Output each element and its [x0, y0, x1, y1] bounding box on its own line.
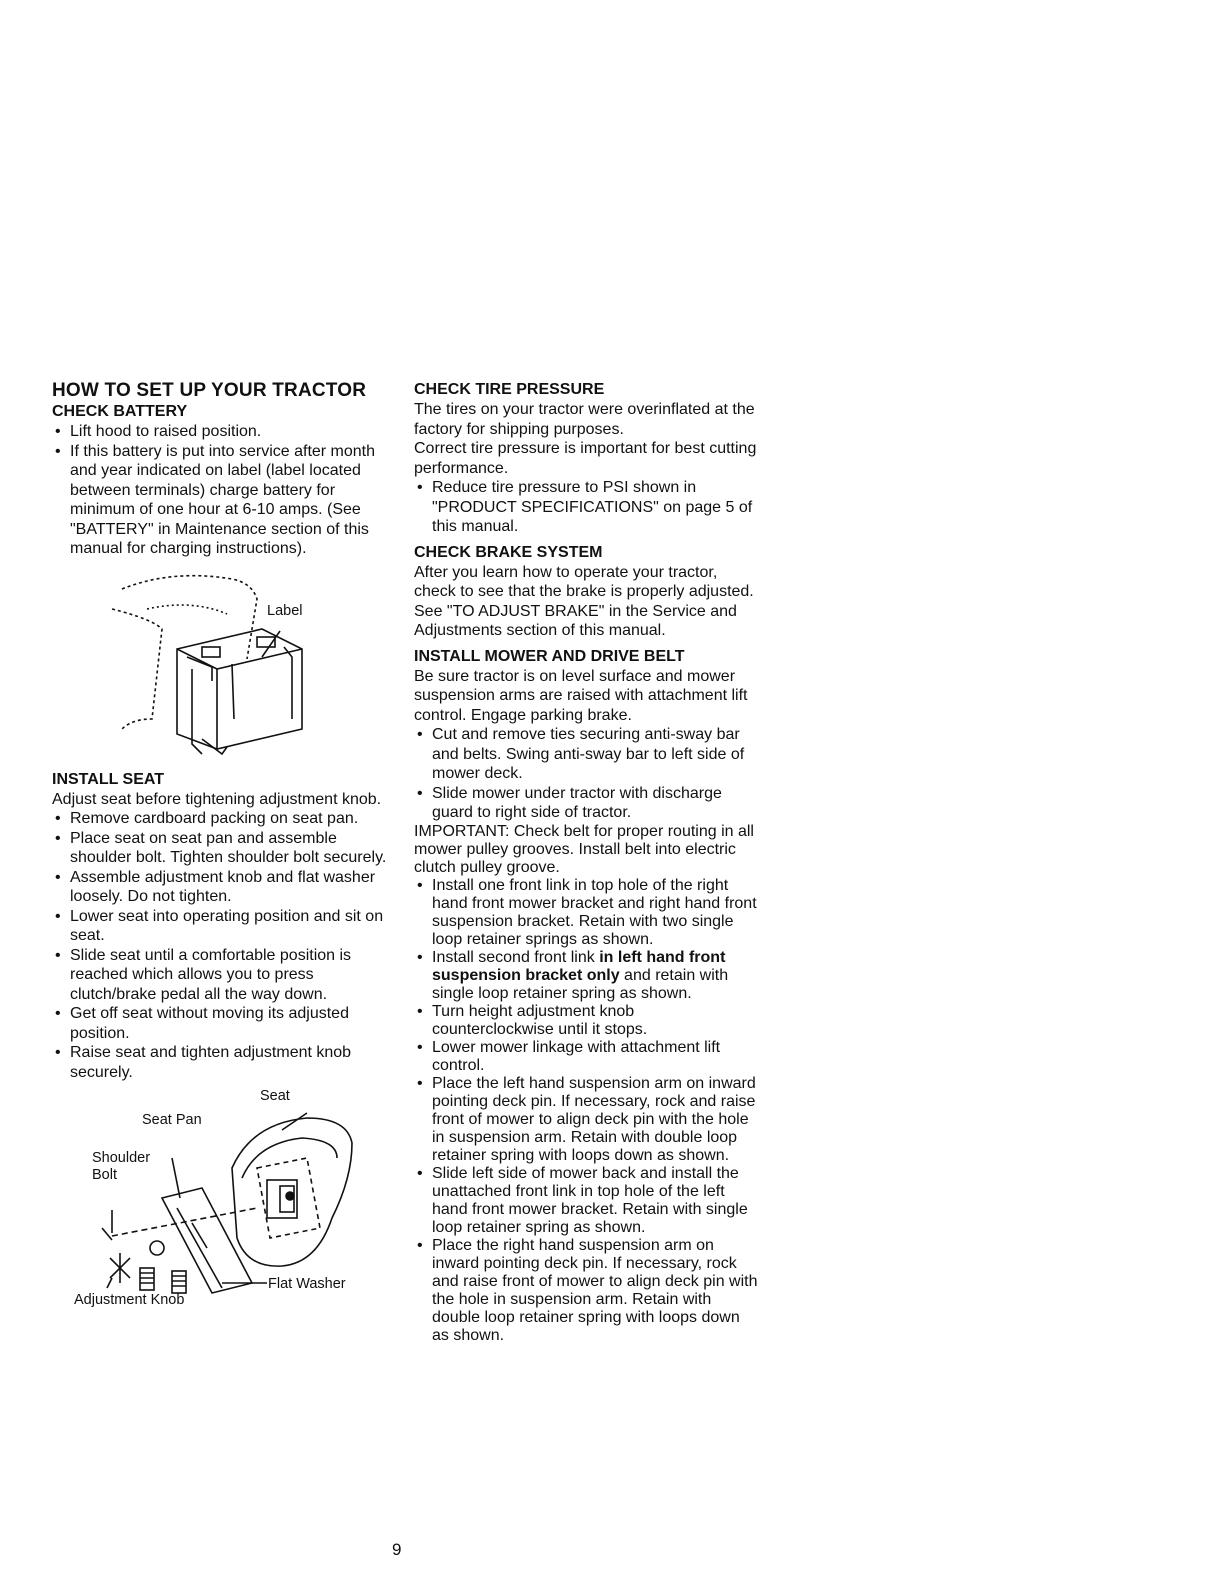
check-brake-heading: CHECK BRAKE SYSTEM	[414, 543, 603, 561]
check-battery-heading: CHECK BATTERY	[52, 403, 188, 420]
install-mower-heading: INSTALL MOWER AND DRIVE BELT	[414, 647, 685, 665]
battery-illustration	[52, 569, 352, 764]
flat-washer-label: Flat Washer	[268, 1276, 346, 1292]
list-item: • Lower seat into operating position and sit on seat.	[52, 907, 392, 946]
check-tire-list	[414, 478, 759, 537]
battery-drawing	[52, 569, 352, 764]
list-item: • Place the right hand suspension arm on inward pointing deck pin. If necessary, rock and raise front of mower to align deck pin with the hole in suspension arm. Retain with double loop retainer spring with loops down as shown.	[414, 1237, 759, 1345]
list-item: • Install one front link in top hole of the right hand front mower bracket and right hand front suspension bracket. Retain with two single loop retainer springs as shown.	[414, 877, 759, 949]
list-item: • Raise seat and tighten adjustment knob securely.	[52, 1043, 392, 1082]
list-item: • Assemble adjustment knob and flat washer loosely. Do not tighten.	[52, 868, 392, 907]
install-mower-intro: Be sure tractor is on level surface and mower suspension arms are raised with attachment lift control. Engage parking brake.	[414, 667, 748, 724]
check-brake-para: After you learn how to operate your tractor, check to see that the brake is properly adjusted. See "TO ADJUST BRAKE" in the Service and Adjustments section of this manual.	[414, 563, 754, 639]
check-tire-para1: The tires on your tractor were overinflated at the factory for shipping purposes.	[414, 401, 755, 438]
check-tire-heading: CHECK TIRE PRESSURE	[414, 381, 605, 398]
list-item: • Remove cardboard packing on seat pan.	[52, 809, 392, 829]
list-item: • Lower mower linkage with attachment lift control.	[414, 1039, 759, 1075]
list-item: • Reduce tire pressure to PSI shown in "PRODUCT SPECIFICATIONS" on page 5 of this manual.	[414, 478, 759, 537]
bullet-text: and retain with single loop retainer spring as shown.	[432, 966, 729, 1002]
battery-label-text: Label	[267, 602, 303, 619]
list-item: • If this battery is put into service after month and year indicated on label (label located between terminals) charge battery for minimum of one hour at 6-10 amps. (See "BATTERY" in Maintenance section of this manual for charging instructions).	[52, 442, 392, 559]
list-item: • Slide seat until a comfortable position is reached which allows you to press clutch/brake pedal all the way down.	[52, 946, 392, 1005]
list-item: • Place seat on seat pan and assemble shoulder bolt. Tighten shoulder bolt securely.	[52, 829, 392, 868]
bullet-text: Install second front link	[432, 948, 600, 966]
check-tire-para2: Correct tire pressure is important for best cutting performance.	[414, 440, 757, 477]
install-seat-intro: Adjust seat before tightening adjustment knob.	[52, 790, 382, 808]
seat-label: Seat	[260, 1088, 290, 1104]
list-item: • Slide mower under tractor with discharge guard to right side of tractor.	[414, 784, 759, 823]
list-item	[414, 949, 759, 1003]
important-note: IMPORTANT: Check belt for proper routing in all mower pulley grooves. Install belt into electric clutch pulley groove.	[414, 822, 754, 876]
seat-pan-label: Seat Pan	[142, 1112, 202, 1128]
right-column	[414, 380, 759, 1345]
install-mower-tight-block	[414, 823, 759, 1345]
shoulder-bolt-label: Shoulder Bolt	[92, 1150, 151, 1183]
page-number: 9	[392, 1540, 402, 1559]
list-item: • Turn height adjustment knob counterclockwise until it stops.	[414, 1003, 759, 1039]
seat-drawing	[52, 1088, 372, 1308]
install-seat-heading: INSTALL SEAT	[52, 770, 164, 788]
install-mower-list-b	[414, 877, 759, 1345]
list-item: • Lift hood to raised position.	[52, 422, 392, 442]
adjustment-knob-label: Adjustment Knob	[74, 1292, 185, 1308]
list-item: • Get off seat without moving its adjusted position.	[52, 1004, 392, 1043]
list-item: • Place the left hand suspension arm on inward pointing deck pin. If necessary, rock and raise front of mower to align deck pin with the hole in suspension arm. Retain with double loop retainer spring with loops down as shown.	[414, 1075, 759, 1165]
bullet-bold-text: in left hand front suspension bracket only	[432, 948, 726, 984]
list-item: • Slide left side of mower back and install the unattached front link in top hole of the left hand front mower bracket. Retain with single loop retainer spring as shown.	[414, 1165, 759, 1237]
seat-illustration	[52, 1088, 372, 1308]
install-mower-list-a	[414, 725, 759, 823]
page-title: HOW TO SET UP YOUR TRACTOR	[52, 380, 367, 401]
install-seat-list	[52, 809, 392, 1082]
left-column	[52, 380, 392, 1308]
list-item: • Cut and remove ties securing anti-sway bar and belts. Swing anti-sway bar to left side of mower deck.	[414, 725, 759, 784]
check-battery-list	[52, 422, 392, 559]
